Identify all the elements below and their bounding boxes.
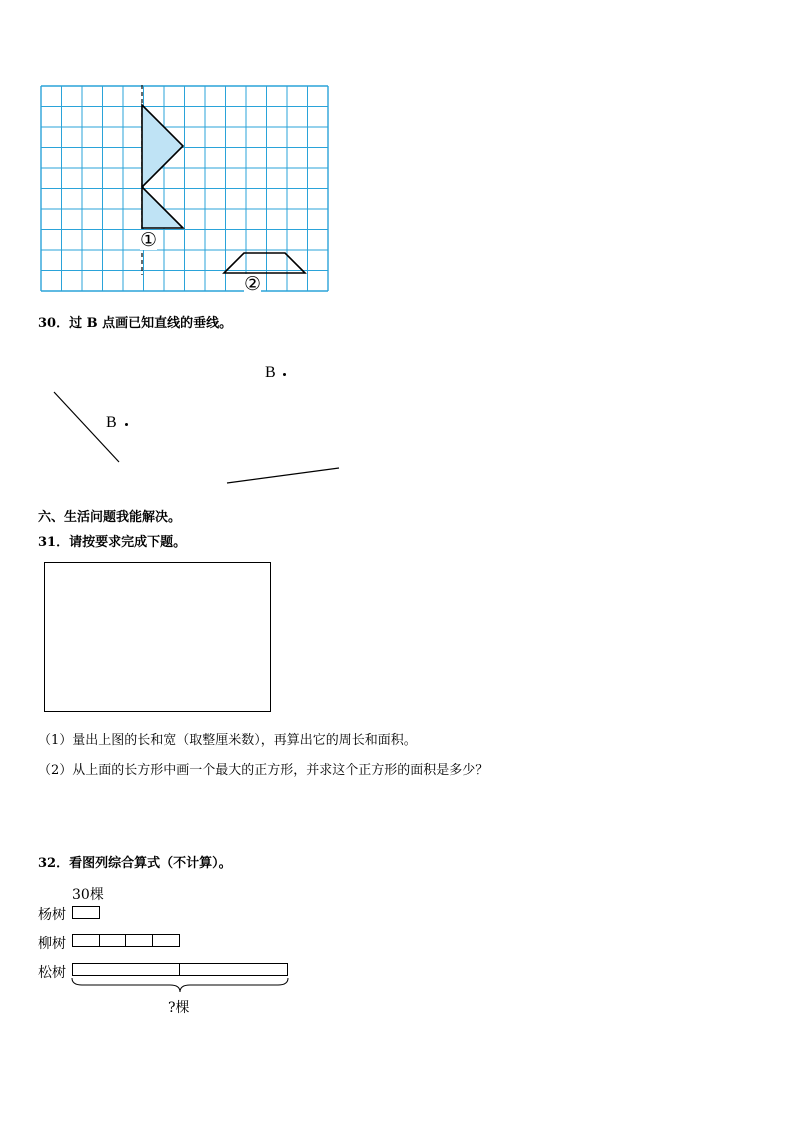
- willow-segment: [153, 935, 179, 946]
- poplar-segment: [73, 907, 99, 918]
- poplar-bar: [72, 906, 100, 919]
- given-line-2: [227, 468, 339, 483]
- q31-sub2: （2）从上面的长方形中画一个最大的正方形，并求这个正方形的面积是多少？: [38, 763, 489, 778]
- q31-sub1: （1）量出上图的长和宽（取整厘米数），再算出它的周长和面积。: [38, 733, 417, 748]
- pine-bar: [72, 963, 288, 976]
- shape-1: [142, 105, 183, 228]
- brace-label: ?棵: [168, 1000, 190, 1016]
- total-brace: [70, 976, 292, 994]
- row-label-pine: 松树: [38, 965, 66, 981]
- q31-title: 31．请按要求完成下题。: [38, 535, 187, 550]
- point-b-dot-upper: [283, 373, 286, 376]
- given-lines: [0, 380, 360, 490]
- row-label-willow: 柳树: [38, 936, 66, 952]
- row-label-poplar: 杨树: [38, 907, 66, 923]
- willow-segment: [73, 935, 100, 946]
- grid-lines: [41, 86, 328, 291]
- q30-title: 30．过 B 点画已知直线的垂线。: [38, 316, 233, 331]
- section6-title: 六、生活问题我能解决。: [38, 510, 182, 525]
- q32-title: 32．看图列综合算式（不计算）。: [38, 856, 232, 871]
- willow-segment: [126, 935, 153, 946]
- willow-bar: [72, 934, 180, 947]
- given-line-1: [54, 392, 119, 462]
- grid-figure: [40, 85, 330, 297]
- q32-top-label: 30棵: [72, 887, 104, 903]
- willow-segment: [100, 935, 127, 946]
- pine-segment: [180, 964, 287, 975]
- pine-segment: [73, 964, 180, 975]
- point-b-label-upper: B: [265, 364, 276, 381]
- shape-2-label: ②: [244, 273, 262, 295]
- point-b-label-lower: B: [106, 414, 117, 431]
- shape-1-label: ①: [140, 229, 158, 251]
- q31-rectangle: [44, 562, 271, 712]
